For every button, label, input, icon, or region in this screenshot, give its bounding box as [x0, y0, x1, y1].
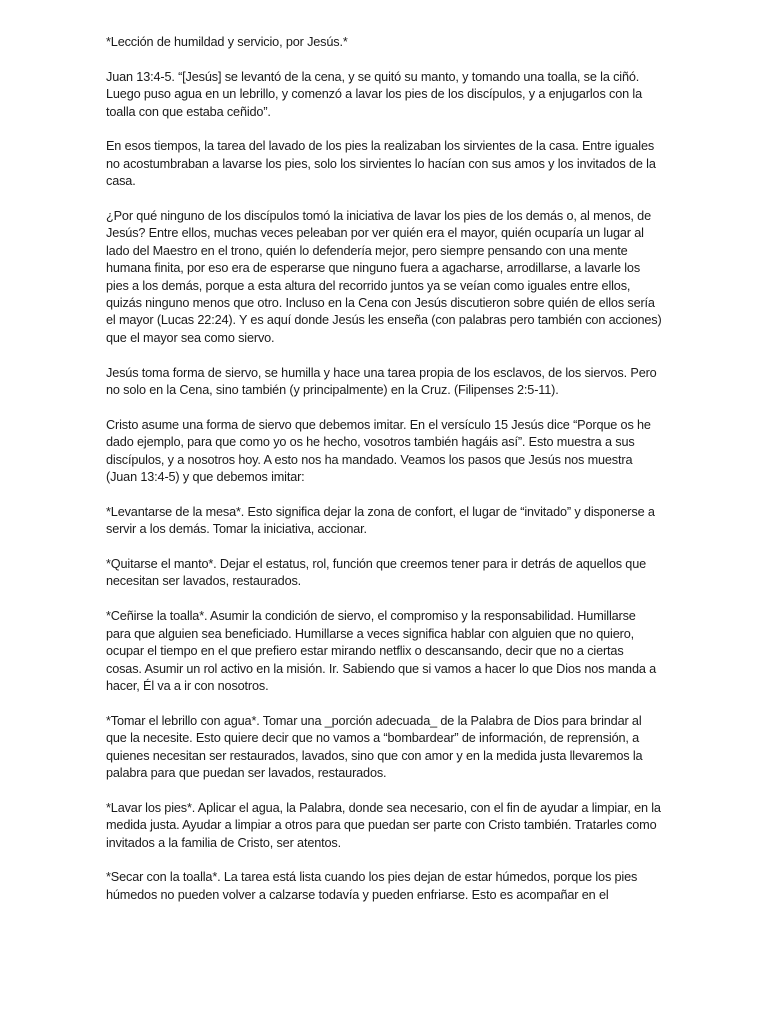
- paragraph-example: Cristo asume una forma de siervo que debemos imitar. En el versículo 15 Jesús dice “Porque os he dado ejemplo, para que como yo os he hecho, vosotros también hagáis así”. Esto muestra a sus discípulos, y a nosotros hoy. A esto nos ha mandado. Veamos los pasos que Jesús nos muestra (Juan 13:4-5) y que debemos imitar:: [106, 417, 651, 485]
- document-page: [106, 34, 662, 922]
- paragraph-question: ¿Por qué ninguno de los discípulos tomó la iniciativa de lavar los pies de los demás o, al menos, de Jesús? Entre ellos, muchas veces peleaban por ver quién era el mayor, quién ocuparía un lugar al lado del Maestro en el trono, quién lo defendería mejor, pero siempre pensando con una mente humana finita, por eso era de esperarse que ninguno fuera a agacharse, arrodillarse, a lavarle los pies a los demás, porque a esta altura del recorrido juntos ya se veían como iguales entre ellos, quizás ninguno menos que otro. Incluso en la Cena con Jesús discutieron sobre quién de ellos sería el mayor (Lucas 22:24). Y es aquí donde Jesús les enseña (con palabras pero también con acciones) que el mayor sea como siervo.: [106, 209, 662, 345]
- paragraph-scripture-quote: Juan 13:4-5. “[Jesús] se levantó de la cena, y se quitó su manto, y tomando una toalla, se la ciñó. Luego puso agua en un lebrillo, y comenzó a lavar los pies de los discípulos, y a enjugarlos con la toalla con que estaba ceñido”.: [106, 69, 642, 119]
- paragraph-step-wash: *Lavar los pies*. Aplicar el agua, la Palabra, donde sea necesario, con el fin de ayudar a limpiar, en la medida justa. Ayudar a limpiar a otros para que puedan ser parte con Cristo también. Tratarles como invitados a la familia de Cristo, ser atentos.: [106, 800, 661, 850]
- paragraph-step-dry: *Secar con la toalla*. La tarea está lista cuando los pies dejan de estar húmedos, porque los pies húmedos no pueden volver a calzarse todavía y pueden enfriarse. Esto es acompañar en el: [106, 870, 638, 902]
- paragraph-step-cloak: *Quitarse el manto*. Dejar el estatus, rol, función que creemos tener para ir detrás de aquellos que necesitan ser lavados, restaurados.: [106, 557, 647, 589]
- paragraph-context: En esos tiempos, la tarea del lavado de los pies la realizaban los sirvientes de la casa. Entre iguales no acostumbraban a lavarse los pies, solo los sirvientes lo hacían con sus amos y los invitados de la casa.: [106, 139, 656, 189]
- document-title: *Lección de humildad y servicio, por Jesús.*: [106, 35, 348, 49]
- paragraph-step-rise: *Levantarse de la mesa*. Esto significa dejar la zona de confort, el lugar de “invitado” y disponerse a servir a los demás. Tomar la iniciativa, accionar.: [106, 504, 655, 537]
- paragraph-servant-form: Jesús toma forma de siervo, se humilla y hace una tarea propia de los esclavos, de los siervos. Pero no solo en la Cena, sino también (y principalmente) en la Cruz. (Filipenses 2:5-11).: [106, 365, 657, 398]
- paragraph-step-basin: *Tomar el lebrillo con agua*. Tomar una _porción adecuada_ de la Palabra de Dios para brindar al que la necesite. Esto quiere decir que no vamos a “bombardear” de información, de reprensión, a quienes necesitan ser restaurados, lavados, sino que con amor y en la medida justa llevaremos la palabra para que puedan ser lavados, restaurados.: [106, 713, 643, 780]
- paragraph-step-towel: *Ceñirse la toalla*. Asumir la condición de siervo, el compromiso y la responsabilidad. Humillarse para que alguien sea beneficiado. Humillarse a veces significa hablar con alguien que no quiero, ocupar el tiempo en el que prefiero estar mirando netflix o descansando, decir que no a ciertas cosas. Asumir un rol activo en la misión. Ir. Sabiendo que si vamos a hacer lo que Dios nos manda a hacer, Él va a ir con nosotros.: [106, 609, 657, 693]
